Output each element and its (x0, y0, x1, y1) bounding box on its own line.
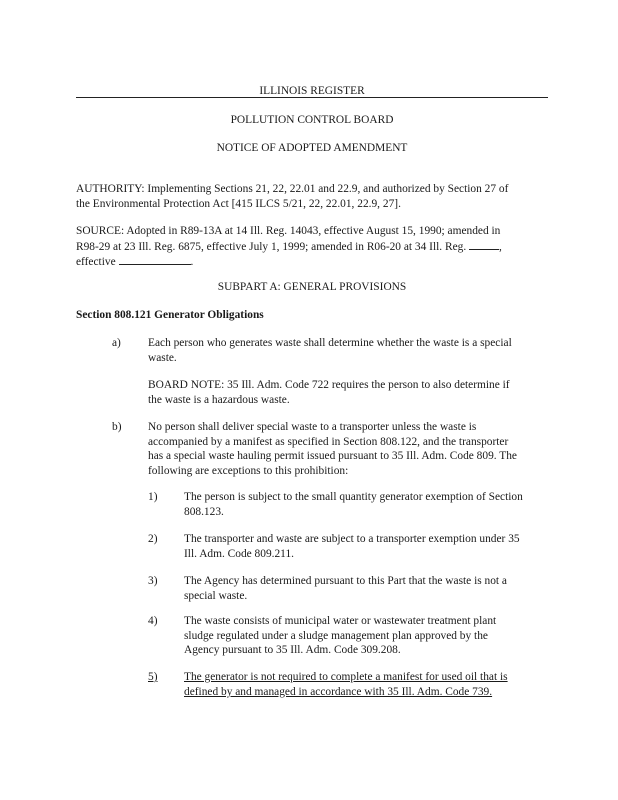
subitem-line: The transporter and waste are subject to a transporter exemption under 35 (184, 533, 520, 545)
subitem-body (184, 490, 523, 519)
subitem-line: The Agency has determined pursuant to this Part that the waste is not a (184, 575, 507, 587)
reg-page-blank (469, 239, 499, 250)
subitem-label: 1) (148, 491, 158, 503)
subitem-line: The waste consists of municipal water or wastewater treatment plant (184, 615, 497, 627)
subitem-line: 808.123. (184, 505, 224, 518)
subitem-label: 4) (148, 615, 158, 627)
subpart-heading: SUBPART A: GENERAL PROVISIONS (217, 281, 407, 293)
authority-paragraph (76, 182, 548, 211)
subitem-line-added: defined by and managed in accordance with 35 Ill. Adm. Code 739. (184, 685, 493, 698)
subitem-line: sludge regulated under a sludge management plan approved by the (184, 629, 488, 642)
header-rule (76, 97, 548, 98)
register-title: ILLINOIS REGISTER (259, 85, 365, 97)
item-body (148, 420, 517, 478)
source-line-text: R98-29 at 23 Ill. Reg. 6875, effective July 1, 1999; amended in R06-20 at 34 Ill. Reg. (76, 240, 467, 253)
subitem-body (184, 574, 507, 603)
source-line: SOURCE: Adopted in R89-13A at 14 Ill. Reg. 14043, effective August 15, 1990; amended in (76, 225, 501, 237)
board-note-line: the waste is a hazardous waste. (148, 393, 290, 406)
item-label: b) (112, 421, 122, 433)
section-heading: Section 808.121 Generator Obligations (76, 309, 264, 321)
subitem-body-added (184, 670, 508, 699)
item-line: has a special waste hauling permit issued pursuant to 35 Ill. Adm. Code 809. The (148, 450, 517, 463)
item-body (148, 336, 512, 365)
subitem-label: 2) (148, 533, 158, 545)
item-line: following are exceptions to this prohibition: (148, 464, 349, 477)
source-line-3 (76, 254, 548, 270)
item-line: Each person who generates waste shall determine whether the waste is a special (148, 337, 512, 349)
item-label: a) (112, 337, 121, 349)
item-line: No person shall deliver special waste to a transporter unless the waste is (148, 421, 477, 433)
authority-line: AUTHORITY: Implementing Sections 21, 22, 22.01 and 22.9, and authorized by Section 27 of (76, 183, 509, 195)
board-title: POLLUTION CONTROL BOARD (230, 114, 394, 126)
notice-title: NOTICE OF ADOPTED AMENDMENT (216, 142, 408, 154)
effective-date-blank (119, 254, 191, 265)
board-note (148, 378, 510, 407)
subitem-label-added: 5) (148, 671, 158, 683)
board-note-line: BOARD NOTE: 35 Ill. Adm. Code 722 requires the person to also determine if (148, 379, 510, 391)
subitem-body (184, 532, 520, 561)
subitem-line-added: The generator is not required to complete a manifest for used oil that is (184, 671, 508, 683)
authority-line: the Environmental Protection Act [415 ILCS 5/21, 22, 22.01, 22.9, 27]. (76, 197, 401, 210)
effective-end: . (190, 256, 194, 269)
subitem-label: 3) (148, 575, 158, 587)
item-line: accompanied by a manifest as specified in Section 808.122, and the transporter (148, 435, 509, 448)
subitem-body (184, 614, 496, 658)
subitem-line: Ill. Adm. Code 809.211. (184, 547, 295, 560)
source-line-2 (76, 239, 548, 255)
subitem-line: special waste. (184, 589, 248, 602)
item-line: waste. (148, 351, 177, 364)
source-paragraph (76, 224, 548, 270)
subitem-line: The person is subject to the small quantity generator exemption of Section (184, 491, 523, 503)
source-comma: , (499, 240, 502, 253)
subitem-line: Agency pursuant to 35 Ill. Adm. Code 309.208. (184, 644, 401, 657)
effective-label: effective (76, 256, 116, 269)
